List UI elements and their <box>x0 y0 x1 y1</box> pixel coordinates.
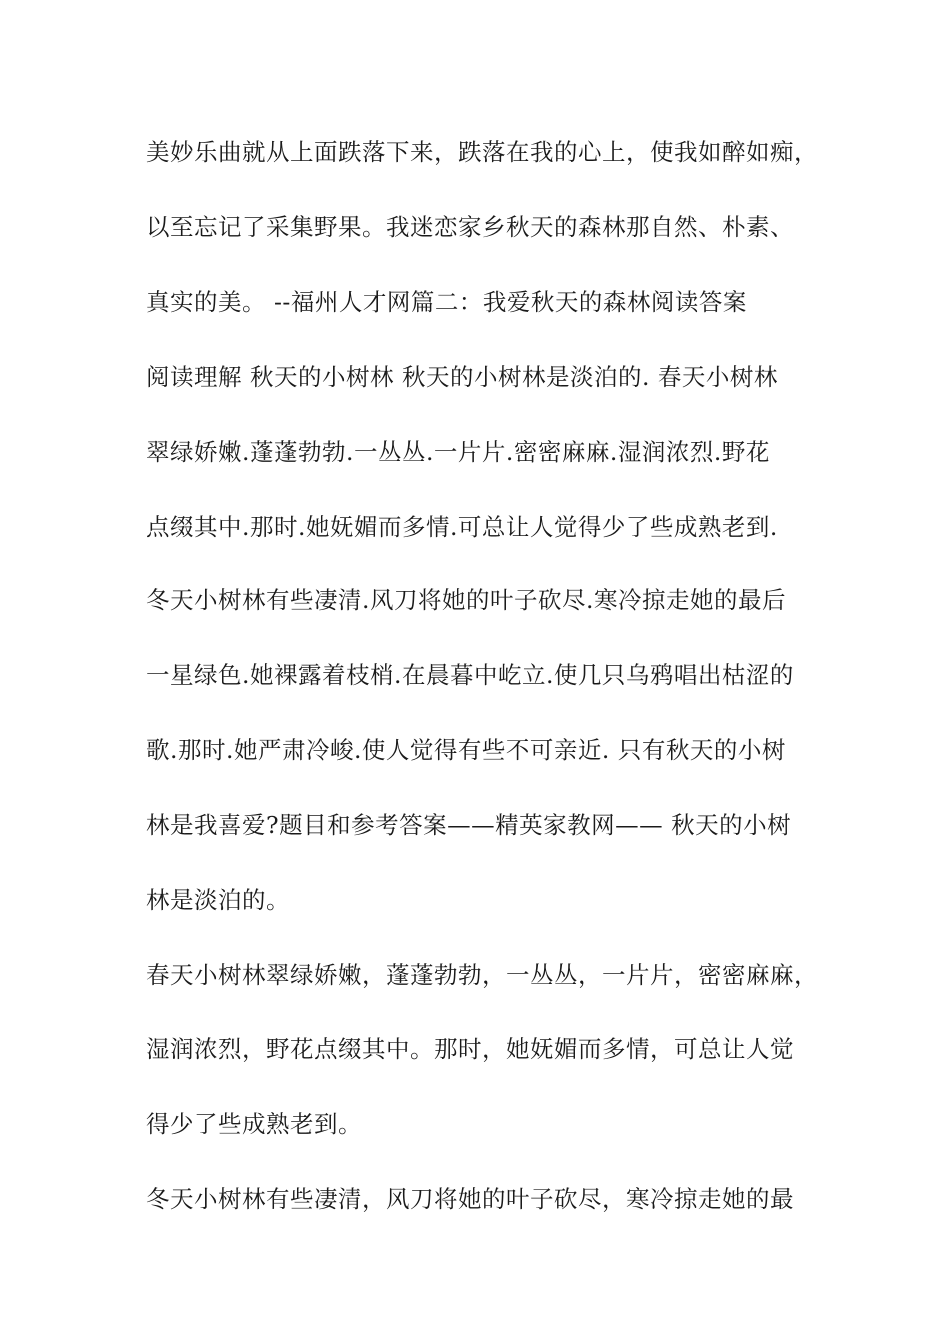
text-line: 春天小树林翠绿娇嫩，蓬蓬勃勃，一丛丛，一片片，密密麻麻， <box>146 961 818 989</box>
text-line: 以至忘记了采集野果。我迷恋家乡秋天的森林那自然、朴素、 <box>146 213 794 241</box>
text-line: 点缀其中.那时.她妩媚而多情.可总让人觉得少了些成熟老到. <box>146 513 778 541</box>
text-line: 得少了些成熟老到。 <box>146 1110 362 1138</box>
text-line: 阅读理解 秋天的小树林 秋天的小树林是淡泊的. 春天小树林 <box>146 363 778 391</box>
text-line: 美妙乐曲就从上面跌落下来，跌落在我的心上，使我如醉如痴， <box>146 138 818 166</box>
text-line: 冬天小树林有些凄清，风刀将她的叶子砍尽，寒冷掠走她的最 <box>146 1185 794 1213</box>
text-line: 一星绿色.她裸露着枝梢.在晨暮中屹立.使几只乌鸦唱出枯涩的 <box>146 661 794 689</box>
text-line: 真实的美。 --福州人才网篇二：我爱秋天的森林阅读答案 <box>146 288 747 316</box>
text-line: 翠绿娇嫩.蓬蓬勃勃.一丛丛.一片片.密密麻麻.湿润浓烈.野花 <box>146 438 770 466</box>
text-line: 林是我喜爱?题目和参考答案——精英家教网—— 秋天的小树 <box>146 811 792 839</box>
text-line: 冬天小树林有些凄清.风刀将她的叶子砍尽.寒冷掠走她的最后 <box>146 586 786 614</box>
text-line: 湿润浓烈，野花点缀其中。那时，她妩媚而多情，可总让人觉 <box>146 1035 794 1063</box>
text-line: 林是淡泊的。 <box>146 886 290 914</box>
text-line: 歌.那时.她严肃冷峻.使人觉得有些不可亲近. 只有秋天的小树 <box>146 736 786 764</box>
